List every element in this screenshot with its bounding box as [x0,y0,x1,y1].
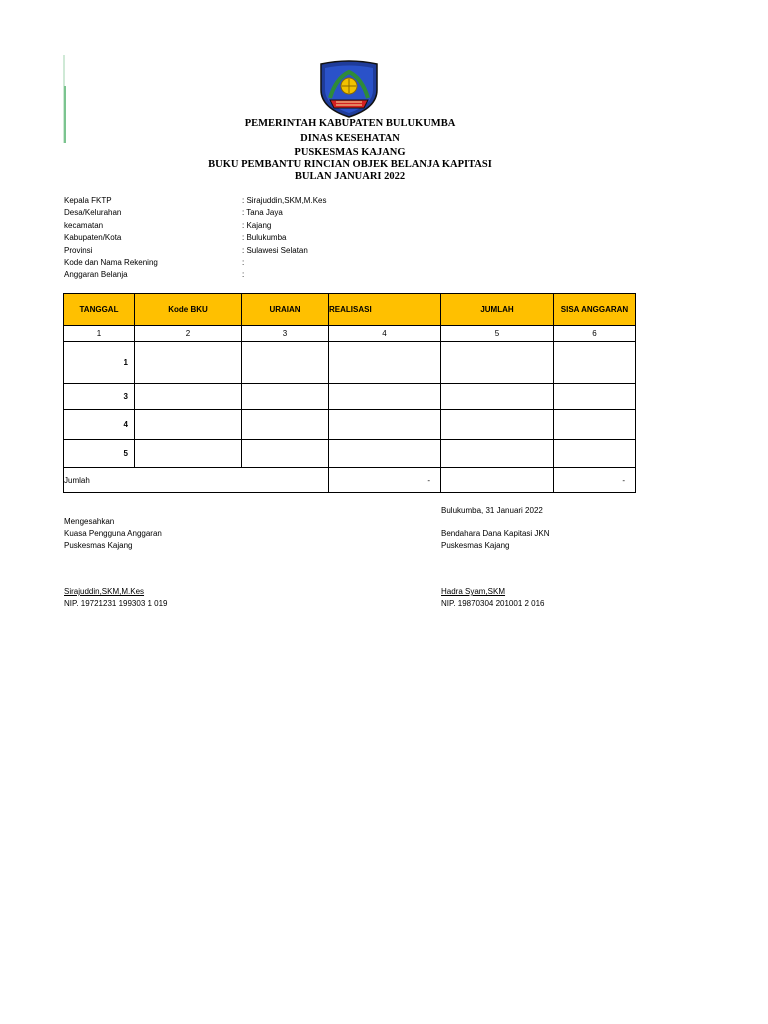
expense-table [63,293,636,493]
total-row [64,468,636,493]
row-number: 1 [64,342,135,384]
info-value: : Bulukumba [242,233,287,243]
column-number: 4 [329,326,441,342]
info-label: Kabupaten/Kota [64,233,122,243]
info-value: : Tana Jaya [242,208,283,218]
info-row [64,269,442,281]
table-cell [242,410,329,440]
table-cell [441,342,554,384]
left-institution: Puskesmas Kajang [64,541,133,550]
right-role: Bendahara Dana Kapitasi JKN [441,529,550,538]
table-cell [554,440,636,468]
info-block [64,195,442,282]
info-row [64,195,442,207]
total-jumlah [441,468,554,493]
right-institution: Puskesmas Kajang [441,541,510,550]
column-header-kode-bku: Kode BKU [135,294,242,326]
column-header-tanggal: TANGGAL [64,294,135,326]
table-cell [329,342,441,384]
column-number: 3 [242,326,329,342]
left-role: Kuasa Pengguna Anggaran [64,529,162,538]
column-header-uraian: URAIAN [242,294,329,326]
table-cell [242,384,329,410]
info-value: : [242,270,245,280]
info-value: : Sulawesi Selatan [242,245,308,255]
table-row [64,410,636,440]
total-sisa-anggaran: - [554,468,636,493]
header-title: BUKU PEMBANTU RINCIAN OBJEK BELANJA KAPITASI [208,159,492,170]
info-label: Provinsi [64,245,93,255]
column-number: 1 [64,326,135,342]
info-value: : Kajang [242,220,272,230]
kabupaten-emblem-icon [316,60,382,118]
column-number: 6 [554,326,636,342]
header-government: PEMERINTAH KABUPATEN BULUKUMBA [244,118,456,129]
total-realisasi: - [329,468,441,493]
table-row [64,342,636,384]
info-row [64,220,442,232]
info-value: : [242,257,245,267]
row-number: 5 [64,440,135,468]
table-cell [135,410,242,440]
header-month: BULAN JANUARI 2022 [294,171,406,182]
table-cell [554,342,636,384]
column-header-realisasi: REALISASI [329,294,441,326]
table-row [64,384,636,410]
info-label: Kepala FKTP [64,196,112,205]
right-signatory-block [441,528,550,552]
table-header-row [64,294,636,326]
info-row [64,232,442,244]
table-cell [554,410,636,440]
info-row [64,207,442,219]
left-signatory-block [64,516,162,552]
table-cell [441,410,554,440]
approval-label: Mengesahkan [64,517,115,526]
table-cell [135,342,242,384]
column-header-jumlah: JUMLAH [441,294,554,326]
info-label: Anggaran Belanja [64,270,128,280]
info-row [64,257,442,269]
column-number: 2 [135,326,242,342]
info-value: : Sirajuddin,SKM,M.Kes [242,196,327,205]
right-signatory-nip: NIP. 19870304 201001 2 016 [441,599,545,608]
info-label: Kode dan Nama Rekening [64,257,158,267]
table-cell [135,384,242,410]
row-number: 3 [64,384,135,410]
table-cell [329,410,441,440]
left-signatory-name: Sirajuddin,SKM,M.Kes [64,587,145,596]
table-cell [329,384,441,410]
row-number: 4 [64,410,135,440]
table-cell [135,440,242,468]
left-signatory-name-block [64,586,168,610]
margin-line-accent [64,86,66,143]
table-cell [242,342,329,384]
table-cell [441,384,554,410]
table-cell [554,384,636,410]
table-row [64,440,636,468]
right-signatory-name: Hadra Syam,SKM [441,587,506,596]
table-cell [441,440,554,468]
column-header-sisa-anggaran: SISA ANGGARAN [554,294,636,326]
info-row [64,245,442,257]
info-label: kecamatan [64,220,104,230]
column-number: 5 [441,326,554,342]
left-signatory-nip: NIP. 19721231 199303 1 019 [64,599,168,608]
header-department: DINAS KESEHATAN [300,133,400,144]
total-label: Jumlah [64,468,329,493]
table-cell [329,440,441,468]
place-date: Bulukumba, 31 Januari 2022 [441,506,543,515]
info-label: Desa/Kelurahan [64,208,122,218]
header-puskesmas: PUSKESMAS KAJANG [294,147,406,158]
right-signatory-name-block [441,586,545,610]
table-cell [242,440,329,468]
column-number-row [64,326,636,342]
